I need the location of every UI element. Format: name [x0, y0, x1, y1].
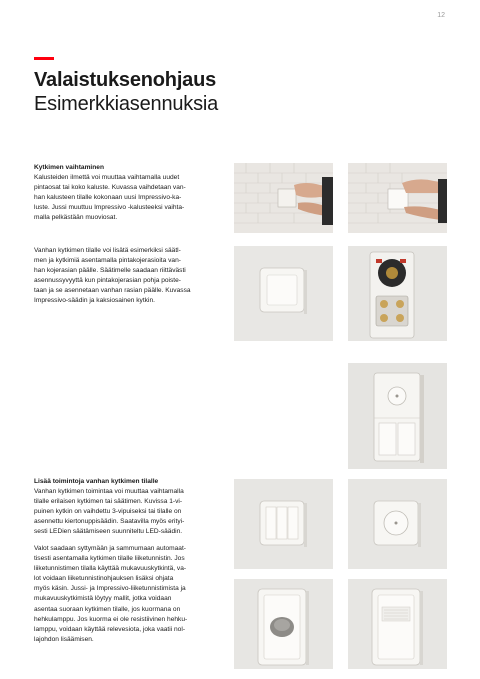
section-body: Valot saadaan syttymään ja sammumaan automaat- tisesti asentamalla kytkimen tilalle liiketunnistin. Jos liiketunnistimen tilalla käyttää mukavuuskytkintä, va- lot voidaan liiketunnistinohjauksen lisäksi ohjata myös käsin. Jussi- ja Impressivo-liiketunnistimista ja mukavuuskytkimistä löytyy mallit, jotka voidaan asentaa suoraan kytkimen tilalle, jos kuormana on hehkulamppu. Jos kuorma ei ole resistiivinen hehku- lamppu, voidaan käyttää relevesiota, joka vaatii nol- lajohdon lisäämisen. [34, 545, 188, 643]
section-more-functions [34, 477, 216, 538]
photo-dimmer-and-double-switch-icon [348, 363, 447, 469]
section-body: Kalusteiden ilmettä voi muuttaa vaihtamalla uudet pintaosat tai koko kaluste. Kuvassa vaihdetaan van- han kalusteen tilalle kokonaan uusi Impressivo-ka- luste. Jussi muuttuu Impressivo -kalusteeksi vaihta- malla pelkästään muoviosat. [34, 174, 186, 222]
section-body: Vanhan kytkimen tilalle voi lisätä esimerkiksi säätl- men ja kytkimiä asentamalla pintakojerasioita van- han kojerasian päälle. Säätimelle saadaan riittävästi asennussyvyyttä kun pintakojerasian pohja poiste- taan ja se asennetaan vanhan rasian päälle. Kuvassa Impressivo-säädin ja kaksiosainen kytkin. [34, 247, 191, 305]
photo-motion-sensor-icon [234, 579, 333, 669]
photo-triple-rocker-switch-icon [234, 479, 333, 569]
section-heading: Kytkimen vaihtaminen [34, 164, 104, 171]
photo-comfort-switch-icon [348, 579, 447, 669]
page-title: Valaistuksenohjaus [34, 69, 217, 91]
page-subtitle: Esimerkkiasennuksia [34, 93, 219, 115]
photo-open-wall-box-icon [348, 246, 447, 341]
photo-installing-new-switch-icon [348, 163, 447, 233]
page-number: 12 [437, 12, 445, 19]
section-replacing-switch [34, 163, 216, 224]
photo-removing-old-switch-icon [234, 163, 333, 233]
section-body: Vanhan kytkimen toimintaa voi muuttaa vaihtamalla tilalle erilaisen kytkimen tai säätimen. Kuvissa 1-vi- puinen kytkin on vaihdettu 3-vipuiseksi tai tilalle on asennettu kiertonuppisäädin. Saatavilla myös erityi- sesti LEDien säätämiseen suunniteltu LED-säädin. [34, 488, 185, 536]
accent-bar [34, 57, 54, 60]
section-motion-sensor [34, 544, 216, 645]
section-heading: Lisää toimintoja vanhan kytkimen tilalle [34, 478, 159, 485]
photo-single-rocker-switch-icon [234, 246, 333, 341]
section-adding-dimmer [34, 246, 216, 307]
photo-rotary-dimmer-icon [348, 479, 447, 569]
